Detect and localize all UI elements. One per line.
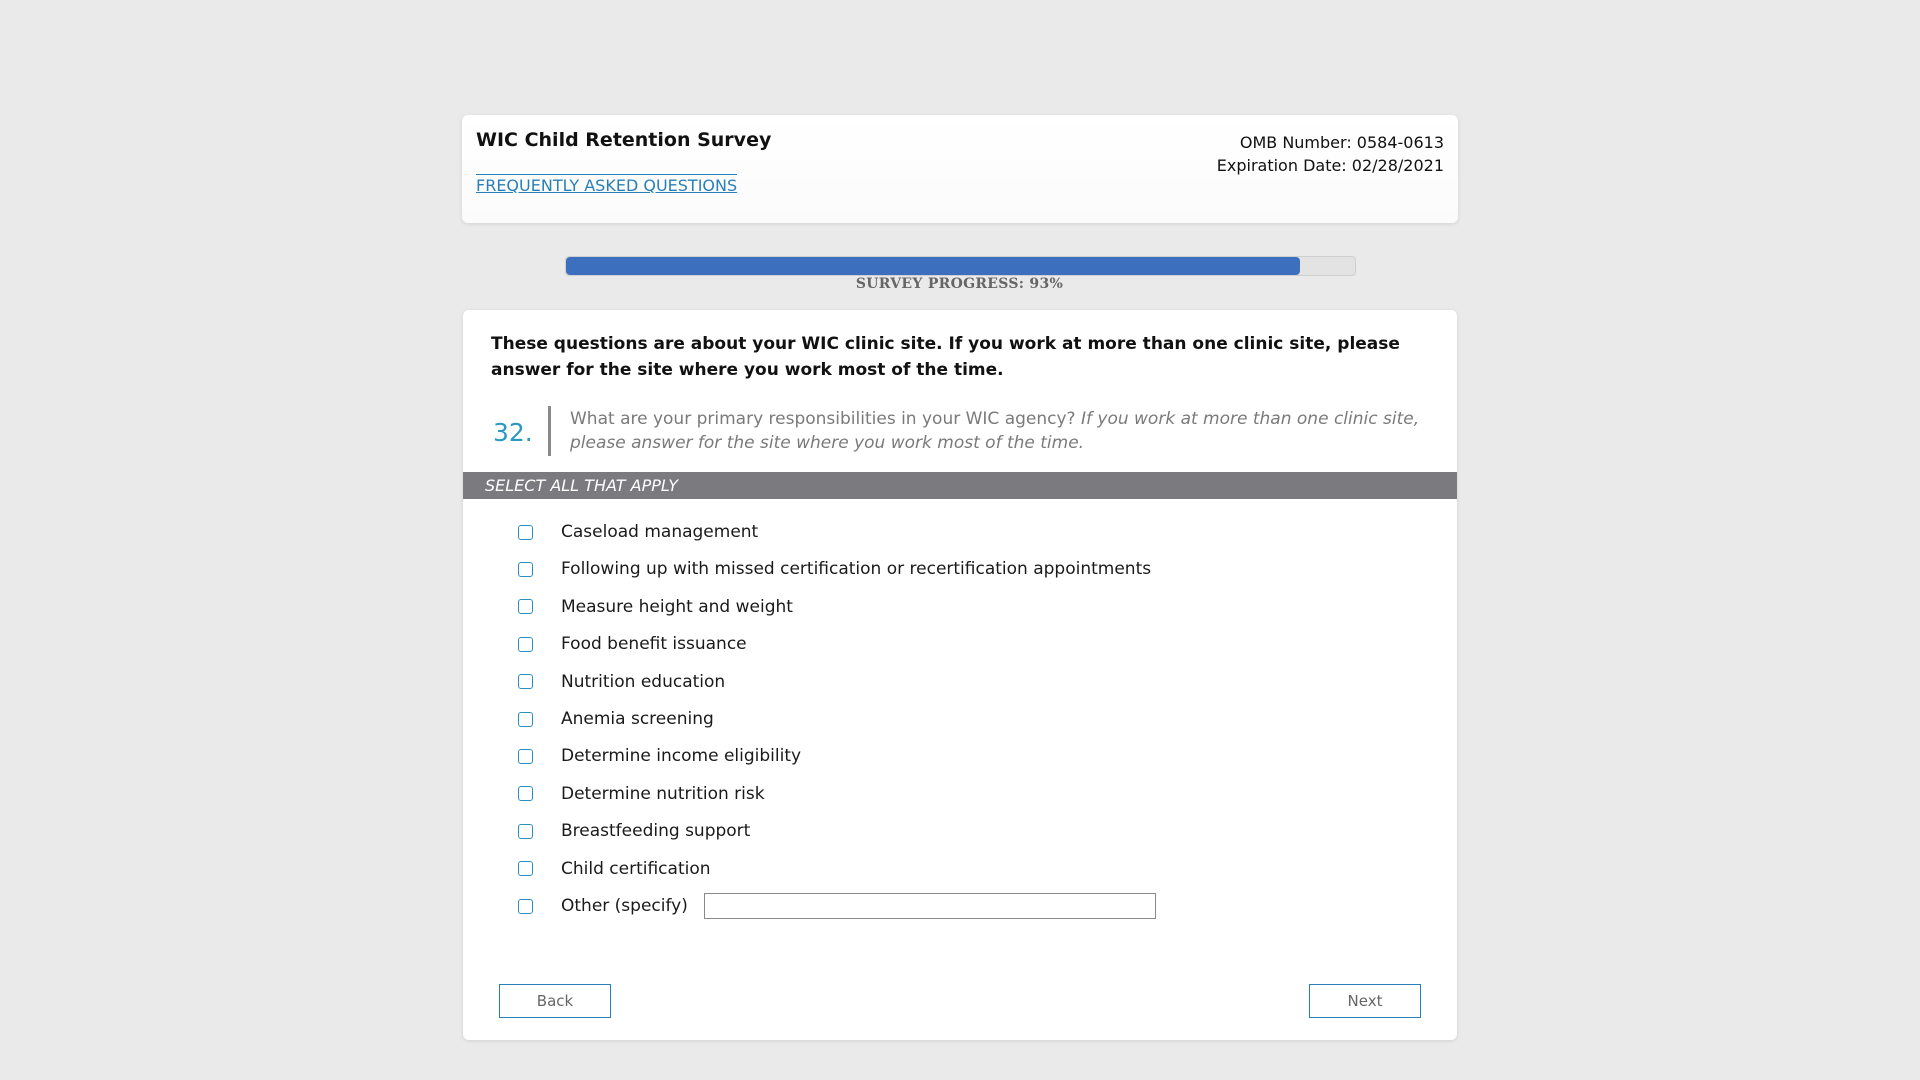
option-label: Determine income eligibility (561, 746, 802, 767)
checkbox[interactable] (518, 712, 533, 727)
checkbox[interactable] (518, 786, 533, 801)
option-other-specify[interactable] (518, 892, 1156, 920)
checkbox[interactable] (518, 525, 533, 540)
question-text (570, 407, 1435, 455)
expiration-date: Expiration Date: 02/28/2021 (1216, 156, 1444, 175)
question-main-text: What are your primary responsibilities in your WIC agency? (570, 409, 1076, 429)
question-divider (548, 406, 551, 456)
option-label: Breastfeeding support (561, 821, 751, 842)
option-label: Child certification (561, 858, 711, 879)
progress-bar-fill (566, 257, 1300, 275)
checkbox[interactable] (518, 861, 533, 876)
option-label: Caseload management (561, 522, 759, 542)
option-label: Determine nutrition risk (561, 783, 765, 804)
option-anemia-screening[interactable] (518, 705, 714, 733)
question-number: 32. (493, 418, 533, 447)
other-specify-input[interactable] (704, 893, 1156, 919)
option-label: Food benefit issuance (561, 634, 747, 655)
option-measure-height-weight[interactable] (518, 593, 793, 621)
option-label: Measure height and weight (561, 596, 793, 617)
instruction-text: SELECT ALL THAT APPLY (485, 476, 679, 495)
omb-number: OMB Number: 0584-0613 (1239, 133, 1444, 152)
checkbox[interactable] (518, 899, 533, 914)
section-intro: These questions are about your WIC clinic site. If you work at more than one clinic site, please answer for the site where you work most of the time. (491, 334, 1400, 380)
back-button[interactable]: Back (499, 984, 611, 1018)
question-card (463, 310, 1457, 1040)
option-label: Anemia screening (561, 709, 714, 729)
checkbox[interactable] (518, 749, 533, 764)
option-label: Nutrition education (561, 671, 726, 692)
checkbox[interactable] (518, 637, 533, 652)
checkbox[interactable] (518, 599, 533, 614)
option-label: Following up with missed certification or recertification appointments (561, 559, 1152, 580)
progress-bar (565, 256, 1356, 276)
option-breastfeeding-support[interactable] (518, 817, 750, 845)
checkbox[interactable] (518, 562, 533, 577)
option-following-up[interactable] (518, 555, 1151, 583)
checkbox[interactable] (518, 824, 533, 839)
omb-info (1217, 131, 1444, 177)
progress-label: SURVEY PROGRESS: 93% (855, 276, 1064, 292)
faq-link[interactable]: FREQUENTLY ASKED QUESTIONS (476, 176, 738, 195)
next-button[interactable]: Next (1309, 984, 1421, 1018)
option-label: Other (specify) (561, 896, 688, 916)
question-note: If you work at more than one clinic site, please answer for the site where you work most of the time. (570, 409, 1420, 453)
survey-title: WIC Child Retention Survey (476, 129, 772, 151)
option-nutrition-education[interactable] (518, 668, 725, 696)
option-income-eligibility[interactable] (518, 742, 801, 770)
option-child-certification[interactable] (518, 855, 711, 883)
option-caseload-management[interactable] (518, 518, 758, 546)
instruction-band (463, 472, 1457, 499)
checkbox[interactable] (518, 674, 533, 689)
option-food-benefit-issuance[interactable] (518, 630, 747, 658)
option-nutrition-risk[interactable] (518, 780, 765, 808)
survey-header (462, 115, 1458, 223)
